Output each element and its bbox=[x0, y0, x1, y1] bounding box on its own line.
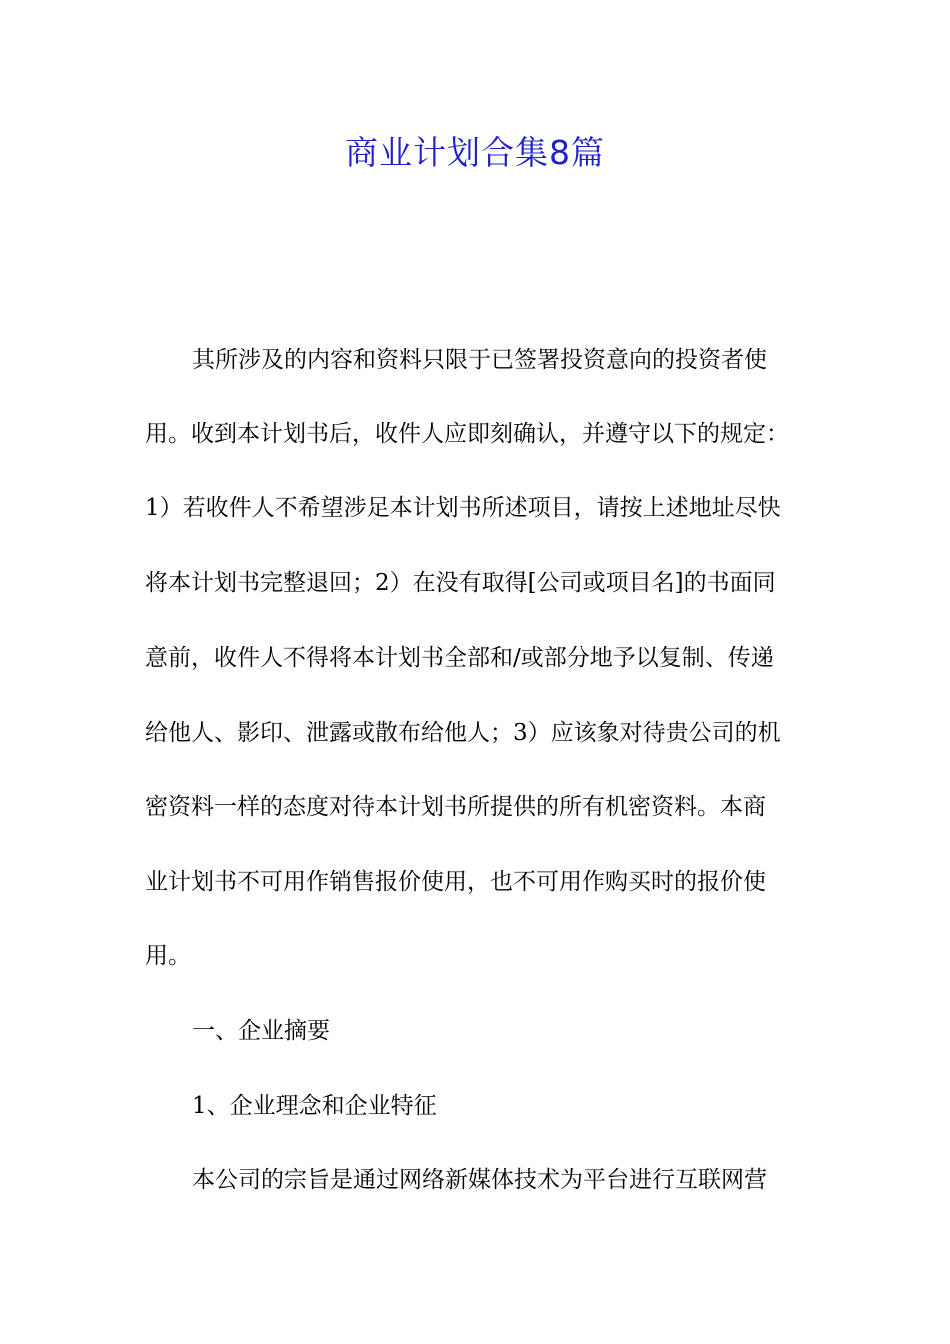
document-title: 商业计划合集8篇 bbox=[345, 133, 605, 172]
paragraph-line: 本公司的宗旨是通过网络新媒体技术为平台进行互联网营 bbox=[192, 1167, 767, 1193]
paragraph-line: 密资料一样的态度对待本计划书所提供的所有机密资料。本商 bbox=[145, 794, 766, 820]
paragraph-line: 1）若收件人不希望涉足本计划书所述项目，请按上述地址尽快 bbox=[145, 495, 781, 521]
subsection-heading: 1、企业理念和企业特征 bbox=[192, 1093, 437, 1119]
paragraph-line: 其所涉及的内容和资料只限于已签署投资意向的投资者使 bbox=[192, 347, 767, 373]
section-heading: 一、企业摘要 bbox=[192, 1018, 330, 1044]
paragraph-line: 意前，收件人不得将本计划书全部和/或部分地予以复制、传递 bbox=[145, 645, 774, 671]
paragraph-line: 将本计划书完整退回；2）在没有取得[公司或项目名]的书面同 bbox=[145, 570, 776, 596]
paragraph-line: 业计划书不可用作销售报价使用，也不可用作购买时的报价使 bbox=[145, 869, 766, 895]
paragraph-line: 用。 bbox=[145, 943, 191, 969]
paragraph-line: 用。收到本计划书后，收件人应即刻确认，并遵守以下的规定： bbox=[145, 421, 789, 447]
paragraph-line: 给他人、影印、泄露或散布给他人；3）应该象对待贵公司的机 bbox=[145, 720, 781, 746]
